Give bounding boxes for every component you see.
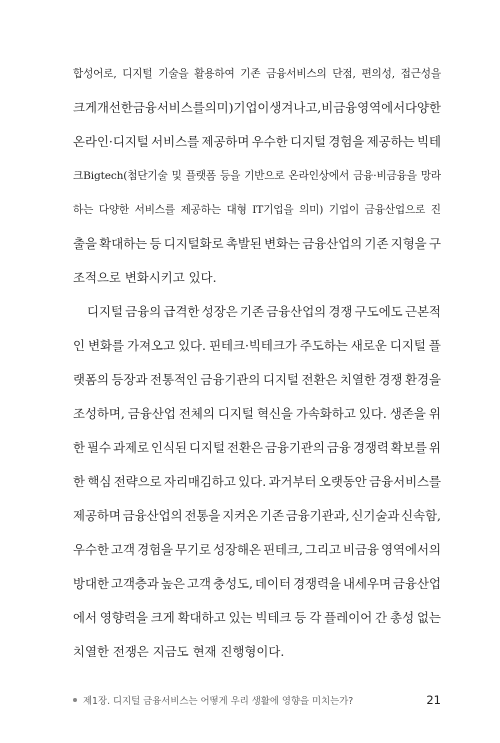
text-line: 크게 개선한 금융서비스를 의미) 기업이 생겨나고, 비금융 영역에서 다양한: [73, 100, 441, 115]
text-line: 방대한 고객층과 높은 고객 충성도, 데이터 경쟁력을 내세우며 금융산업: [73, 576, 441, 591]
text-line: 인 변화를 가져오고 있다. 핀테크·빅테크가 주도하는 새로운 디지털 플: [73, 338, 441, 353]
text-line: 한 필수 과제로 인식된 디지털 전환은 금융기관의 금융 경쟁력 확보를 위: [73, 440, 441, 455]
page-number: 21: [426, 693, 441, 707]
text-line: 하는 다양한 서비스를 제공하는 대형 IT기업을 의미) 기업이 금융산업으로 진: [73, 204, 441, 216]
text-line: 한 핵심 전략으로 자리매김하고 있다. 과거부터 오랫동안 금융서비스를: [73, 474, 441, 489]
page-footer: [73, 688, 441, 712]
text-line: 합성어로, 디지털 기술을 활용하여 기존 금융서비스의 단점, 편의성, 접근성을: [73, 68, 441, 80]
bullet-icon: [73, 698, 77, 702]
text-line: 조성하며, 금융산업 전체의 디지털 혁신을 가속화하고 있다. 생존을 위: [73, 406, 441, 421]
text-line: 랫폼의 등장과 전통적인 금융기관의 디지털 전환은 치열한 경쟁 환경을: [73, 372, 441, 387]
text-line: 제공하며 금융산업의 전통을 지켜온 기존 금융기관과, 신기술과 신속함,: [73, 508, 441, 523]
text-line: 디지털 금융의 급격한 성장은 기존 금융산업의 경쟁 구도에도 근본적: [87, 304, 441, 319]
text-line: 온라인·디지털 서비스를 제공하며 우수한 디지털 경험을 제공하는 빅테: [73, 134, 441, 149]
body-text: [73, 57, 441, 669]
text-line: 크Bigtech(첨단기술 및 플랫폼 등을 기반으로 온라인상에서 금융·비금융을 망라: [73, 170, 441, 182]
text-line: 에서 영향력을 크게 확대하고 있는 빅테크 등 각 플레이어 간 총성 없는: [73, 610, 441, 625]
text-line: 출을 확대하는 등 디지털화로 촉발된 변화는 금융산업의 기존 지형을 구: [73, 236, 441, 251]
chapter-title: 제1장. 디지털 금융서비스는 어떻게 우리 생활에 영향을 미치는가?: [83, 696, 354, 707]
text-line: 우수한 고객 경험을 무기로 성장해온 핀테크, 그리고 비금융 영역에서의: [73, 542, 441, 557]
text-line: 조적으로 변화시키고 있다.: [73, 270, 217, 285]
text-line: 치열한 전쟁은 지금도 현재 진행형이다.: [73, 644, 285, 659]
